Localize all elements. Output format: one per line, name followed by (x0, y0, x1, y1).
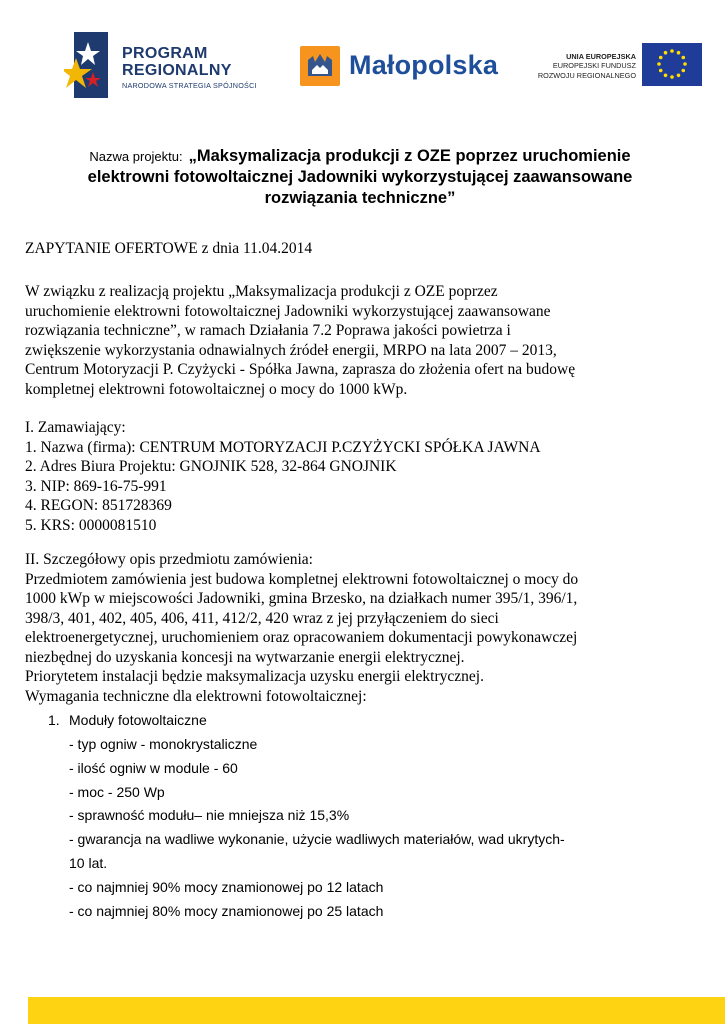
list-item: 5. KRS: 0000081510 (25, 516, 157, 534)
list-item: 2. Adres Biura Projektu: GNOJNIK 528, 32-864 GNOJNIK (25, 458, 397, 475)
list-item: 1. Nazwa (firma): CENTRUM MOTORYZACJI P.CZYŻYCKI SPÓŁKA JAWNA (25, 438, 541, 456)
project-title-block (40, 146, 680, 209)
project-title-line1 (40, 146, 680, 167)
requirement-title: Moduły fotowoltaiczne (69, 712, 207, 728)
program-logo-tagline: NARODOWA STRATEGIA SPÓJNOŚCI (122, 81, 257, 90)
intro-paragraph (25, 282, 575, 399)
requirement-item: - sprawność modułu– nie mniejsza niż 15,3% (69, 807, 350, 823)
paragraph-line: Przedmiotem zamówienia jest budowa kompletnej elektrowni fotowoltaicznej o mocy do (25, 570, 579, 588)
program-logo-line1: PROGRAM (122, 45, 208, 62)
section-title: II. Szczegółowy opis przedmiotu zamówienia: (25, 551, 313, 568)
intro-line: W związku z realizacją projektu „Maksymalizacja produkcji z OZE poprzez (25, 283, 498, 300)
eu-flag-icon (642, 43, 702, 86)
list-item: 4. REGON: 851728369 (25, 497, 172, 514)
requirement-item: 10 lat. (69, 855, 108, 871)
requirement-item: - typ ogniw - monokrystaliczne (69, 736, 258, 752)
program-logo-line2: REGIONALNY (122, 61, 232, 79)
paragraph-line: elektroenergetycznej, uruchomieniem oraz opracowaniem dokumentacji powykonawczej (25, 629, 578, 646)
requirement-item: - co najmniej 90% mocy znamionowej po 12 latach (69, 879, 384, 895)
footer-bar (28, 997, 725, 1024)
section-title: I. Zamawiający: (25, 419, 126, 436)
malopolska-logo-text: Małopolska (349, 50, 499, 80)
project-title-line2: elektrowni fotowoltaicznej Jadowniki wykorzystującej zaawansowane (87, 168, 633, 186)
intro-line: kompletnej elektrowni fotowoltaicznej o mocy do 1000 kWp. (25, 380, 408, 398)
paragraph-line: niezbędnej do uzyskania koncesji na wytwarzanie energii elektrycznej. (25, 648, 465, 666)
program-regionalny-logo-icon (64, 32, 108, 98)
section-opis-przedmiotu (25, 550, 578, 706)
requirement-number: 1. (48, 712, 60, 728)
malopolska-emblem-icon (300, 46, 340, 86)
intro-line: rozwiązania techniczne”, w ramach Działania 7.2 Poprawa jakości powietrza i (25, 322, 511, 339)
header-logos (0, 0, 725, 115)
eu-text-line3: ROZWOJU REGIONALNEGO (537, 70, 636, 80)
eu-text-line2: EUROPEJSKI FUNDUSZ (552, 61, 636, 71)
intro-line: uruchomienie elektrowni fotowoltaicznej Jadowniki wykorzystującej zaawansowane (25, 302, 551, 320)
requirement-item: - ilość ogniw w module - 60 (69, 760, 238, 776)
requirement-item: - gwarancja na wadliwe wykonanie, użycie wadliwych materiałów, wad ukrytych- (69, 831, 565, 847)
intro-line: Centrum Motoryzacji P. Czyżycki - Spółka Jawna, zaprasza do złożenia ofert na budowę (25, 361, 576, 378)
program-regionalny-logo (122, 46, 257, 90)
requirement-item: - moc - 250 Wp (69, 784, 165, 800)
paragraph-line: Wymagania techniczne dla elektrowni fotowoltaicznej: (25, 687, 367, 705)
requirement-item: - co najmniej 80% mocy znamionowej po 25 latach (69, 903, 384, 919)
project-title-part1: „Maksymalizacja produkcji z OZE poprzez uruchomienie (188, 147, 631, 165)
intro-line: zwiększenie wykorzystania odnawialnych źródeł energii, MRPO na lata 2007 – 2013, (25, 341, 557, 359)
project-label: Nazwa projektu: (89, 149, 183, 164)
eu-text-line1: UNIA EUROPEJSKA (566, 52, 636, 61)
paragraph-line: 1000 kWp w miejscowości Jadowniki, gmina Brzesko, na działkach numer 395/1, 396/1, (25, 590, 578, 607)
project-title-line3: rozwiązania techniczne” (264, 189, 456, 207)
eu-fund-text (520, 52, 636, 80)
section-zamawiajacy (25, 418, 541, 535)
list-item: 3. NIP: 869-16-75-991 (25, 477, 167, 495)
paragraph-line: 398/3, 401, 402, 405, 406, 411, 412/2, 420 wraz z jej przyłączeniem do sieci (25, 609, 499, 627)
paragraph-line: Priorytetem instalacji będzie maksymalizacja uzysku energii elektrycznej. (25, 668, 484, 685)
document-heading: ZAPYTANIE OFERTOWE z dnia 11.04.2014 (25, 240, 313, 257)
